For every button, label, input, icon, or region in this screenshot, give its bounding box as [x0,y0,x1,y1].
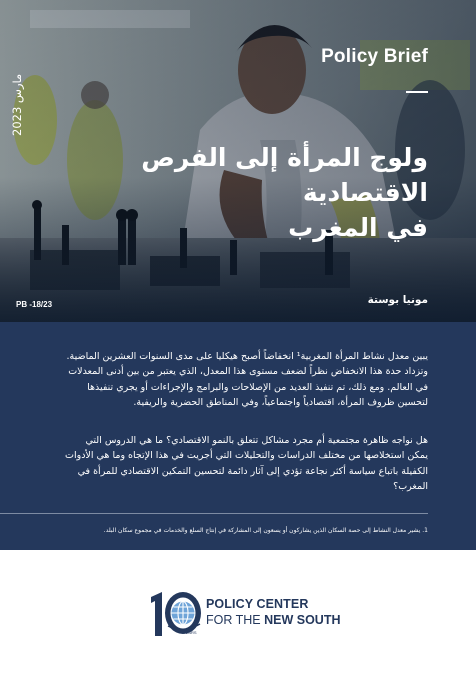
series-label: Policy Brief [321,46,428,67]
paragraph-line: لتحسين ظروف المرأة، اقتصادياً واجتماعياً، وفي المناطق الحضرية والريفية. [133,396,428,408]
footnote-divider [0,513,428,514]
paragraph-line: المغرب؟ [393,480,428,492]
series-underline [406,91,428,93]
hero-banner [0,0,476,322]
footer [0,550,476,674]
footnote [28,527,428,534]
page-title [38,140,428,245]
policy-center-logo [146,588,341,638]
globe-icon [165,592,201,634]
summary-paragraph-1 [42,349,428,410]
paragraph-line: هل نواجه ظاهرة مجتمعية أم مجرد مشاكل تتعلق بالنمو الاقتصادي؟ ما هي الدروس التي [85,435,428,446]
title-line: في المغرب [288,213,428,242]
footnote-text: يشير معدل النشاط إلى حصة السكان الذين يشاركون أو يسعون إلى المشاركة في إنتاج السلع والخدمات في مجموع سكان البلد. [103,527,421,534]
logo-years: YEARS [183,630,197,635]
summary-panel [0,322,476,550]
footnote-marker: 1. [422,527,428,534]
publication-date: مارس 2023 [10,73,24,136]
paragraph-line: في العالم. ومع ذلك، تم تنفيذ العديد من الإصلاحات والبرامج والإجراءات أو يجري تنفيذها [87,381,428,393]
paragraph-line: يمكن استخلاصها من مختلف الدراسات والتحليلات التي أجريت في هذا الإتجاه وما هي الأدوات [65,450,428,462]
paragraph-line: وتزداد حدة هذا الانخفاض نظراً لضعف مستوى هذا المعدل، الذي يعتبر من بين أدنى المعدلات [68,366,428,378]
summary-paragraph-2 [42,433,428,494]
paragraph-line: الكفيلة باتباع سياسة أكثر نجاعة تؤدي إلى آثار دائمة لتحسين التمكين الاقتصادي للمرأة في [77,465,428,477]
logo-line-2-bold: NEW SOUTH [264,613,341,627]
logo-line-1: POLICY CENTER [206,597,309,611]
publication-number: PB -18/23 [16,300,53,309]
hero-text-layer [0,0,476,322]
logo-line-2 [206,613,341,627]
paragraph-line: يبين معدل نشاط المرأة المغربية¹ انخفاضاً أصبح هيكليا على مدى السنوات العشرين الماضية. [66,351,428,362]
author-name: مونيا بوستة [367,294,428,306]
logo-line-2-prefix: FOR THE [206,613,265,627]
title-line: ولوج المرأة إلى الفرص الاقتصادية [141,143,428,207]
